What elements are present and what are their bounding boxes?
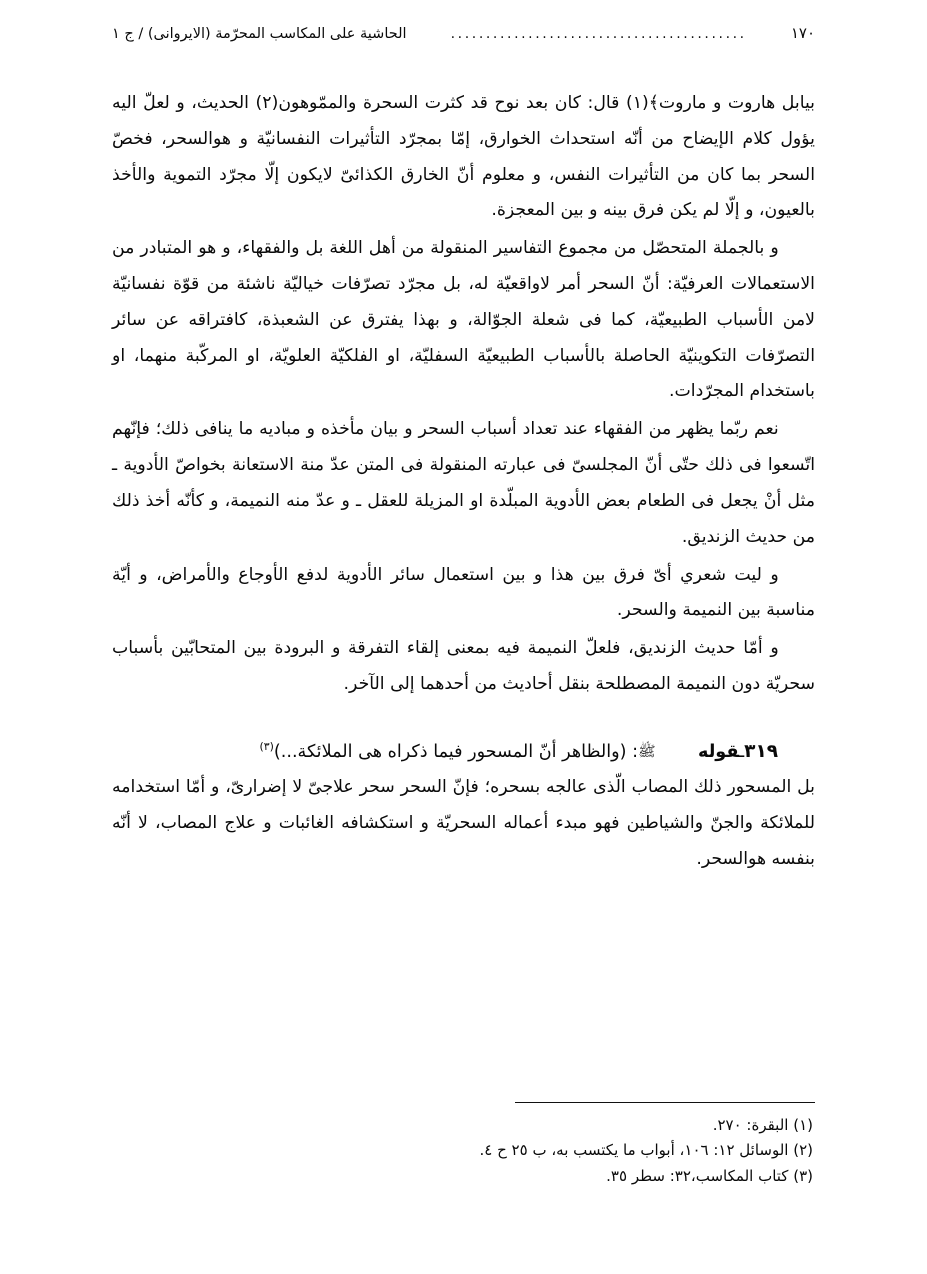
page-number: ١٧٠ (790, 24, 815, 42)
section-qawluhu: قوله (698, 741, 740, 762)
honorific-icon: ﷺ (638, 743, 656, 760)
section-heading (112, 733, 815, 770)
paragraph: و أمّا حديث الزنديق، فلعلّ النميمة فيه بمعنى إلقاء التفرقة و البرودة بين المتحابّين بأسباب سحريّة دون النميمة المصطلحة بنقل أحاديث من أحدهما إلى الآخر. (112, 638, 815, 694)
paragraph: نعم ربّما يظهر من الفقهاء عند تعداد أسباب السحر و بيان مأخذه و مباديه ما ينافى ذلك؛ فإنّهم اتّسعوا فى ذلك حتّى أنّ المجلسىّ فى عبارته المنقولة فى المتن عدّ منة الاستعانة بخواصّ الأدوية ـ مثل أنْ يجعل فى الطعام بعض الأدوية المبلّدة او المزيلة للعقل ـ و عدّ منه النميمة، و كأنّه أخذ ذلك من حديث الزنديق. (112, 419, 815, 547)
footnote-separator-rule (515, 1102, 815, 1103)
section-colon: : (632, 741, 639, 762)
section-quote: (والظاهر أنّ المسحور فيما ذكراه هى الملائكة...) (273, 741, 627, 762)
footnote-item: (١) البقرة: ٢٧٠. (712, 1115, 813, 1134)
book-title: الحاشية على المكاسب المحرّمة (الايروانى) / ج ١ (112, 26, 407, 42)
header-dot-leader: .......................................... (450, 26, 747, 42)
body-text (112, 86, 815, 999)
blank-space (112, 879, 815, 999)
running-header (112, 24, 815, 42)
paragraph: و بالجملة المتحصّل من مجموع التفاسير المنقولة من أهل اللغة بل والفقهاء، و هو المتبادر من الاستعمالات العرفيّة: أنّ السحر أمر لاواقعيّة له، بل مجرّد تصرّفات خياليّة ناشئة من قوّة نفسانيّة لامن الأسباب الطبيعيّة، كما فى شعلة الجوّالة، و بهذا يفترق عن الشعبذة، كافتراقه عن سائر التصرّفات التكوينيّة الحاصلة بالأسباب الطبيعيّة السفليّة، او الفلكيّة العلويّة، او المركّبة منهما، او باستخدام المجرّدات. (112, 238, 815, 402)
footnote-item: (٢) الوسائل ١٢: ١٠٦، أبواب ما يكتسب به، ب ٢٥ ح ٤. (479, 1141, 813, 1160)
footnote-ref-3: (٣) (259, 739, 274, 753)
section-number: ٣١٩ (744, 740, 779, 762)
footnote-item: (٣) كتاب المكاسب،٣٢: سطر ٣٥. (606, 1167, 813, 1186)
section-dash: ـ (739, 741, 745, 762)
paragraph: بيابل هاروت و ماروت﴾(١) قال: كان بعد نوح قد كثرت السحرة والممّوهون(٢) الحديث، و لعلّ اليه يؤول كلام الإيضاح من أنّه استحداث الخوارق، إمّا بمجرّد التأثيرات النفسانيّة و هوالسحر، فخصّ السحر بما كان من التأثيرات النفس، و معلوم أنّ الخارق الكذائىّ لايكون إلّا مجرّد التموية والأخذ بالعيون، و إلّا لم يكن فرق بينه و بين المعجزة. (112, 93, 815, 221)
page-content (112, 24, 815, 1250)
paragraph: و ليت شعري أىّ فرق بين هذا و بين استعمال سائر الأدوية لدفع الأوجاع والأمراض، و أيّة مناسبة بين النميمة والسحر. (112, 564, 815, 621)
footnote-block (112, 1102, 815, 1190)
paragraph: بل المسحور ذلك المصاب الّذى عالجه بسحره؛ فإنّ السحر سحر علاجىّ لا إضرارىّ، و أمّا استخدامه للملائكة والجنّ والشياطين فهو مبدء أعماله السحريّة و استكشافه الغائبات و علاج المصاب، لا أنّه بنفسه هوالسحر. (112, 776, 815, 869)
